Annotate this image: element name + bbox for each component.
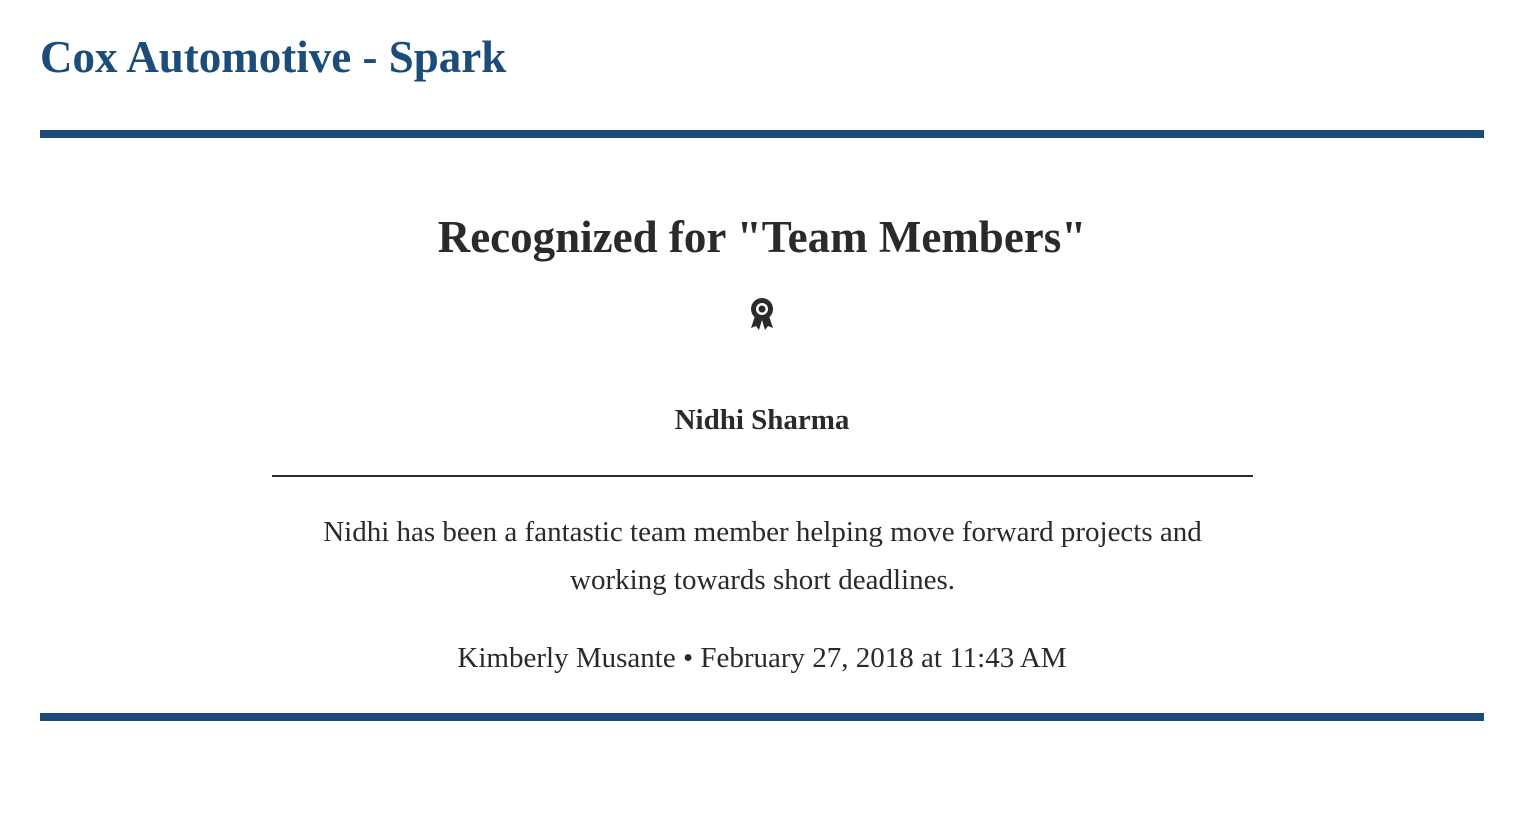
- recognition-message: Nidhi has been a fantastic team member helping move forward projects and working towards short deadlines.: [323, 516, 1202, 596]
- content-divider: [272, 475, 1253, 477]
- meta-separator: •: [682, 642, 694, 674]
- award-ribbon-icon: [746, 296, 778, 332]
- app-title: Cox Automotive - Spark: [40, 32, 507, 82]
- author-name: Kimberly Musante: [457, 642, 676, 674]
- header-divider: [40, 130, 1484, 138]
- footer-divider: [40, 713, 1484, 721]
- recipient-name: Nidhi Sharma: [674, 404, 850, 436]
- recognition-meta: [40, 638, 1484, 678]
- timestamp: February 27, 2018 at 11:43 AM: [700, 642, 1067, 674]
- recognition-heading: Recognized for "Team Members": [437, 212, 1087, 262]
